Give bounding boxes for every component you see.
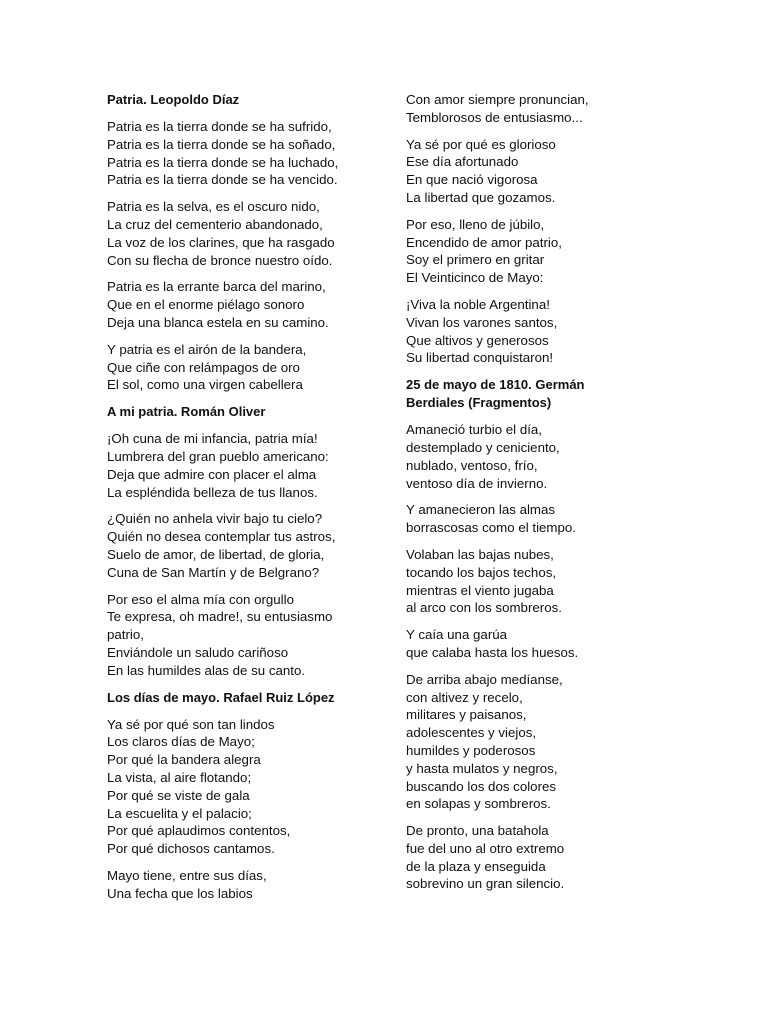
- verse-line: ¿Quién no anhela vivir bajo tu cielo?: [107, 511, 323, 527]
- stanza: [107, 591, 377, 680]
- verse-line: con altivez y recelo,: [406, 689, 523, 705]
- verse-line: Volaban las bajas nubes,: [406, 546, 554, 562]
- stanza: [406, 501, 706, 537]
- verse-line: Su libertad conquistaron!: [406, 350, 554, 366]
- stanza: [107, 198, 377, 269]
- stanza: [406, 296, 706, 367]
- verse-line: Mayo tiene, entre sus días,: [107, 867, 267, 883]
- verse-line: Y amanecieron las almas: [406, 502, 556, 518]
- verse-line: humildes y poderosos: [406, 742, 536, 758]
- verse-line: sobrevino un gran silencio.: [406, 876, 565, 892]
- verse-line: El Veinticinco de Mayo:: [406, 270, 544, 286]
- verse-line: ventoso día de invierno.: [406, 475, 548, 491]
- verse-line: patrio,: [107, 627, 144, 643]
- poem-title: [406, 376, 706, 412]
- poem-title: Patria. Leopoldo Díaz: [107, 92, 240, 107]
- stanza: [107, 341, 377, 394]
- verse-line: Por eso, lleno de júbilo,: [406, 216, 545, 232]
- verse-line: Por qué dichosos cantamos.: [107, 841, 275, 857]
- poem-title-line: Berdiales (Fragmentos): [406, 395, 552, 411]
- verse-line: Te expresa, oh madre!, su entusiasmo: [107, 609, 333, 625]
- stanza: [406, 626, 706, 662]
- stanza: [107, 867, 377, 903]
- verse-line: tocando los bajos techos,: [406, 564, 557, 580]
- verse-line: La libertad que gozamos.: [406, 189, 556, 205]
- verse-line: Patria es la errante barca del marino,: [107, 279, 326, 295]
- verse-line: Y caía una garúa: [406, 627, 508, 643]
- verse-line: La espléndida belleza de tus llanos.: [107, 484, 318, 500]
- verse-line: adolescentes y viejos,: [406, 725, 537, 741]
- right-column: [406, 91, 706, 902]
- verse-line: Ese día afortunado: [406, 154, 519, 170]
- verse-line: Por eso el alma mía con orgullo: [107, 591, 294, 607]
- verse-line: De arriba abajo medíanse,: [406, 671, 563, 687]
- verse-line: Patria es la tierra donde se ha vencido.: [107, 172, 338, 188]
- left-column: [107, 91, 377, 911]
- poem-title-line: 25 de mayo de 1810. Germán: [406, 377, 585, 393]
- stanza: [107, 716, 377, 858]
- verse-line: Ya sé por qué son tan lindos: [107, 716, 275, 732]
- verse-line: militares y paisanos,: [406, 707, 527, 723]
- verse-line: En que nació vigorosa: [406, 172, 538, 188]
- verse-line: mientras el viento jugaba: [406, 582, 554, 598]
- verse-line: Los claros días de Mayo;: [107, 734, 255, 750]
- verse-line: Y patria es el airón de la bandera,: [107, 341, 307, 357]
- verse-line: La voz de los clarines, que ha rasgado: [107, 234, 335, 250]
- stanza: [406, 421, 706, 492]
- verse-line: El sol, como una virgen cabellera: [107, 377, 303, 393]
- verse-line: Que en el enorme piélago sonoro: [107, 297, 305, 313]
- verse-line: La cruz del cementerio abandonado,: [107, 216, 323, 232]
- verse-line: Con su flecha de bronce nuestro oído.: [107, 252, 333, 268]
- verse-line: ¡Viva la noble Argentina!: [406, 296, 550, 312]
- stanza: [406, 671, 706, 813]
- verse-line: Enviándole un saludo cariñoso: [107, 644, 289, 660]
- verse-line: Por qué aplaudimos contentos,: [107, 823, 291, 839]
- verse-line: Suelo de amor, de libertad, de gloria,: [107, 546, 325, 562]
- stanza: [107, 278, 377, 331]
- verse-line: Cuna de San Martín y de Belgrano?: [107, 564, 320, 580]
- verse-line: Vivan los varones santos,: [406, 314, 558, 330]
- verse-line: buscando los dos colores: [406, 778, 557, 794]
- verse-line: Una fecha que los labios: [107, 885, 253, 901]
- verse-line: al arco con los sombreros.: [406, 600, 562, 616]
- verse-line: Deja una blanca estela en su camino.: [107, 314, 329, 330]
- verse-line: Con amor siempre pronuncian,: [406, 92, 589, 107]
- verse-line: Deja que admire con placer el alma: [107, 466, 317, 482]
- verse-line: destemplado y ceniciento,: [406, 439, 560, 455]
- verse-line: De pronto, una batahola: [406, 823, 549, 839]
- stanza: [406, 216, 706, 287]
- verse-line: Por qué se viste de gala: [107, 787, 250, 803]
- verse-line: y hasta mulatos y negros,: [406, 760, 558, 776]
- verse-line: Que altivos y generosos: [406, 332, 549, 348]
- verse-line: nublado, ventoso, frío,: [406, 457, 538, 473]
- verse-line: Patria es la tierra donde se ha sufrido,: [107, 119, 332, 134]
- verse-line: en solapas y sombreros.: [406, 796, 551, 812]
- verse-line: Patria es la tierra donde se ha soñado,: [107, 136, 336, 152]
- verse-line: Temblorosos de entusiasmo...: [406, 109, 583, 125]
- stanza: [406, 136, 706, 207]
- verse-line: de la plaza y enseguida: [406, 858, 546, 874]
- poem-title: A mi patria. Román Oliver: [107, 404, 266, 420]
- stanza: [107, 510, 377, 581]
- verse-line: ¡Oh cuna de mi infancia, patria mía!: [107, 431, 318, 447]
- verse-line: que calaba hasta los huesos.: [406, 644, 579, 660]
- verse-line: Quién no desea contemplar tus astros,: [107, 529, 336, 545]
- verse-line: Patria es la tierra donde se ha luchado,: [107, 154, 339, 170]
- verse-line: Que ciñe con relámpagos de oro: [107, 359, 300, 375]
- verse-line: Amaneció turbio el día,: [406, 422, 543, 438]
- verse-line: fue del uno al otro extremo: [406, 840, 565, 856]
- verse-line: En las humildes alas de su canto.: [107, 662, 306, 678]
- poem-title: Los días de mayo. Rafael Ruiz López: [107, 689, 335, 705]
- verse-line: Soy el primero en gritar: [406, 252, 545, 268]
- verse-line: Encendido de amor patrio,: [406, 234, 562, 250]
- stanza: [406, 822, 706, 893]
- stanza: [107, 118, 377, 189]
- stanza: [406, 91, 706, 127]
- verse-line: Por qué la bandera alegra: [107, 752, 261, 768]
- stanza: [107, 430, 377, 501]
- verse-line: Patria es la selva, es el oscuro nido,: [107, 199, 320, 215]
- verse-line: La escuelita y el palacio;: [107, 805, 252, 821]
- verse-line: borrascosas como el tiempo.: [406, 520, 576, 536]
- verse-line: La vista, al aire flotando;: [107, 769, 252, 785]
- verse-line: Lumbrera del gran pueblo americano:: [107, 448, 329, 464]
- verse-line: Ya sé por qué es glorioso: [406, 136, 556, 152]
- stanza: [406, 546, 706, 617]
